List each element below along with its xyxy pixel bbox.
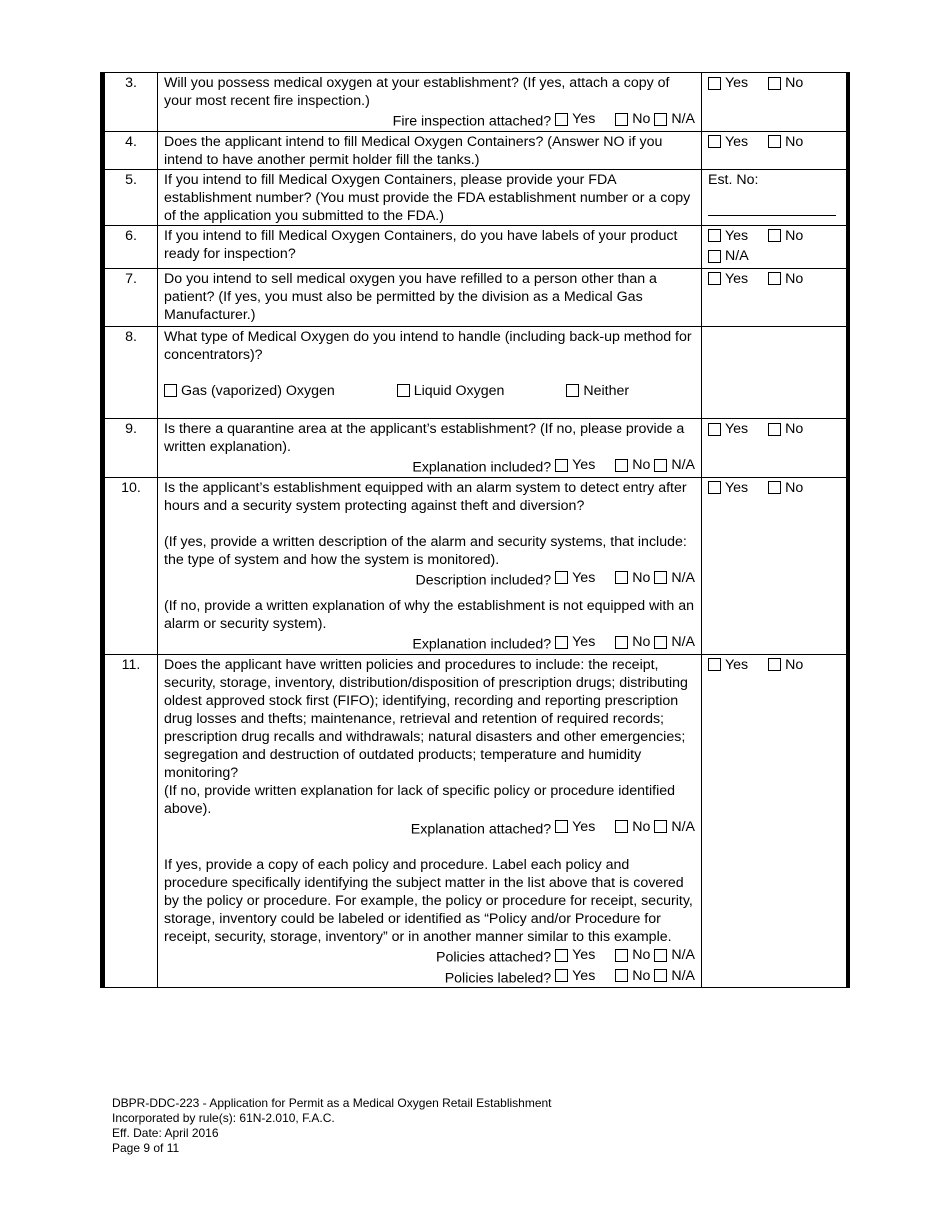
q9-no-option[interactable] <box>768 420 803 438</box>
checkbox[interactable] <box>397 384 410 397</box>
q6-yes-option[interactable] <box>708 227 748 245</box>
question-text: Does the applicant intend to fill Medical Oxygen Containers? (Answer NO if you intend to have another permit holder fill the tanks.) <box>158 131 702 169</box>
option-label: Yes <box>572 634 596 650</box>
checkbox[interactable] <box>615 571 628 584</box>
option-label: Yes <box>725 656 749 673</box>
checkbox[interactable] <box>615 459 628 472</box>
question-text-cell <box>158 268 702 326</box>
question-number: 9. <box>105 419 158 478</box>
checkbox[interactable] <box>708 229 721 242</box>
effective-date: Eff. Date: April 2016 <box>112 1126 219 1140</box>
checkbox[interactable] <box>654 636 667 649</box>
checkbox[interactable] <box>708 423 721 436</box>
option-label: N/A <box>671 569 695 586</box>
sub-question-description <box>164 569 695 590</box>
checkbox[interactable] <box>555 820 568 833</box>
checkbox[interactable] <box>654 571 667 584</box>
question-text: Will you possess medical oxygen at your establishment? (If yes, attach a copy of your most recent fire inspection.) <box>164 75 670 109</box>
option-label: No <box>632 569 651 586</box>
option-label: Yes <box>725 227 749 244</box>
sub-question-label: Explanation attached? <box>410 821 552 837</box>
answer-cell <box>702 654 848 988</box>
checkbox[interactable] <box>768 229 781 242</box>
option-label: Yes <box>725 479 749 496</box>
option-label: Gas (vaporized) Oxygen <box>181 382 335 399</box>
question-row-9 <box>105 419 848 478</box>
sub-question-fire-inspection <box>164 110 695 131</box>
questionnaire-table <box>104 72 848 988</box>
answer-cell <box>702 169 848 225</box>
option-label: Yes <box>725 133 749 150</box>
q11-no-option[interactable] <box>768 656 803 674</box>
fire-inspection-yes-option[interactable] <box>555 110 595 128</box>
option-label: No <box>785 270 804 287</box>
answer-cell <box>702 326 848 419</box>
q4-no-option[interactable] <box>768 133 803 151</box>
question-text: Is there a quarantine area at the applicant’s establishment? (If no, please provide a written explanation). <box>164 421 685 455</box>
option-label: N/A <box>725 248 749 264</box>
policies-labeled-na-option[interactable] <box>654 967 695 985</box>
option-label: No <box>785 227 804 244</box>
option-label: No <box>632 818 651 835</box>
question-row-5 <box>105 169 848 225</box>
option-label: Yes <box>725 270 749 287</box>
option-label: No <box>632 947 651 963</box>
sub-question-policies-labeled <box>164 967 695 988</box>
question-text: If you intend to fill Medical Oxygen Containers, do you have labels of your product ready for inspection? <box>158 225 702 268</box>
rule-reference: Incorporated by rule(s): 61N-2.010, F.A.C. <box>112 1111 335 1125</box>
q10-explanation-yes-option[interactable] <box>555 633 595 651</box>
question-number: 4. <box>105 131 158 169</box>
answer-cell <box>702 477 848 654</box>
checkbox[interactable] <box>654 969 667 982</box>
checkbox[interactable] <box>768 658 781 671</box>
question-text-cell <box>158 654 702 988</box>
q7-yes-option[interactable] <box>708 270 748 288</box>
sub-question-label: Description included? <box>415 572 552 588</box>
option-label: N/A <box>671 111 695 127</box>
option-label: Yes <box>725 421 749 437</box>
q10-yes-option[interactable] <box>708 479 748 497</box>
checkbox[interactable] <box>708 272 721 285</box>
answer-cell <box>702 73 848 132</box>
q10-explanation-no-option[interactable] <box>615 633 650 651</box>
answer-cell <box>702 419 848 478</box>
option-label: Yes <box>572 818 596 835</box>
question-text-if-yes: (If yes, provide a written description of the alarm and security systems, that include: the type of system and how the system is monitored). <box>164 533 687 568</box>
option-label: N/A <box>671 947 695 963</box>
q7-no-option[interactable] <box>768 270 803 288</box>
policies-labeled-no-option[interactable] <box>615 967 650 985</box>
checkbox[interactable] <box>555 969 568 982</box>
answer-cell <box>702 225 848 268</box>
neither-option[interactable] <box>566 382 629 400</box>
checkbox[interactable] <box>566 384 579 397</box>
sub-question-label: Policies attached? <box>436 949 552 966</box>
question-number: 8. <box>105 326 158 419</box>
est-no-label: Est. No: <box>708 171 759 188</box>
option-label: N/A <box>671 634 695 650</box>
question-row-4 <box>105 131 848 169</box>
option-label: No <box>785 479 804 496</box>
questionnaire-frame <box>100 72 850 988</box>
checkbox[interactable] <box>768 135 781 148</box>
checkbox[interactable] <box>654 113 667 126</box>
checkbox[interactable] <box>555 459 568 472</box>
liquid-oxygen-option[interactable] <box>397 382 505 400</box>
q11-explanation-yes-option[interactable] <box>555 818 595 836</box>
question-text-if-no: (If no, provide written explanation for lack of specific policy or procedure identified above). <box>164 782 676 817</box>
question-text: Do you intend to sell medical oxygen you have refilled to a person other than a patient? (If yes, you must also be permitted by the division as a Medical Gas Manufacturer.) <box>164 270 657 323</box>
checkbox[interactable] <box>555 571 568 584</box>
question-number: 5. <box>105 169 158 225</box>
option-label: Yes <box>572 569 596 586</box>
option-label: Yes <box>725 75 749 91</box>
checkbox[interactable] <box>708 250 721 263</box>
answer-cell <box>702 131 848 169</box>
answer-cell <box>702 268 848 326</box>
option-label: No <box>785 75 804 91</box>
checkbox[interactable] <box>555 636 568 649</box>
fire-inspection-no-option[interactable] <box>615 110 650 128</box>
q3-no-option[interactable] <box>768 74 803 92</box>
checkbox[interactable] <box>164 384 177 397</box>
question-text: If you intend to fill Medical Oxygen Containers, please provide your FDA establishment number? (You must provide the FDA establishment number or a copy of the application you submitted to the FDA.) <box>158 169 702 225</box>
sub-question-label: Explanation included? <box>412 459 552 476</box>
policies-attached-na-option[interactable] <box>654 946 695 964</box>
q10-no-option[interactable] <box>768 479 803 497</box>
q11-explanation-na-option[interactable] <box>654 818 695 836</box>
q9-explanation-na-option[interactable] <box>654 456 695 474</box>
checkbox[interactable] <box>555 113 568 126</box>
question-text: Is the applicant’s establishment equipped with an alarm system to detect entry after hours and a security system protecting against theft and diversion? <box>164 479 687 514</box>
question-number: 3. <box>105 73 158 132</box>
question-row-7 <box>105 268 848 326</box>
option-label: No <box>785 421 804 437</box>
sub-question-label: Explanation included? <box>412 636 552 653</box>
option-label: No <box>632 634 651 650</box>
question-row-3 <box>105 73 848 132</box>
q11-explanation-no-option[interactable] <box>615 818 650 836</box>
option-label: Yes <box>572 111 596 127</box>
page-number: Page 9 of 11 <box>112 1141 180 1155</box>
q6-no-option[interactable] <box>768 227 803 245</box>
q10-description-na-option[interactable] <box>654 569 695 587</box>
question-number: 11. <box>105 654 158 988</box>
option-label: N/A <box>671 818 695 835</box>
question-row-8 <box>105 326 848 419</box>
gas-oxygen-option[interactable] <box>164 382 335 400</box>
q6-na-option[interactable] <box>708 247 749 265</box>
checkbox[interactable] <box>708 481 721 494</box>
question-text-cell <box>158 73 702 132</box>
option-label: Yes <box>572 457 596 473</box>
checkbox[interactable] <box>555 949 568 962</box>
checkbox[interactable] <box>615 949 628 962</box>
question-text-cell <box>158 326 702 419</box>
checkbox[interactable] <box>615 969 628 982</box>
question-text: Does the applicant have written policies and procedures to include: the receipt, security, storage, inventory, distribution/disposition of prescription drugs; distributing oldest approved stock first (FIFO); identifying, recording and reporting prescription drug losses and thefts; maintenance, retrieval and retention of required records; prescription drug recalls and withdrawals; natural disasters and other emergencies; segregation and destruction of outdated products; temperature and humidity monitoring? <box>164 656 688 781</box>
est-no-field[interactable] <box>708 189 836 216</box>
checkbox[interactable] <box>768 481 781 494</box>
checkbox[interactable] <box>654 820 667 833</box>
checkbox[interactable] <box>768 423 781 436</box>
checkbox[interactable] <box>768 272 781 285</box>
sub-question-explanation <box>164 633 695 654</box>
sub-question-policies-attached <box>164 946 695 967</box>
checkbox[interactable] <box>615 636 628 649</box>
q4-yes-option[interactable] <box>708 133 748 151</box>
page-footer <box>112 1096 552 1156</box>
policies-attached-yes-option[interactable] <box>555 946 595 964</box>
checkbox[interactable] <box>708 135 721 148</box>
q11-yes-option[interactable] <box>708 656 748 674</box>
sub-question-label: Fire inspection attached? <box>392 113 552 130</box>
policies-attached-no-option[interactable] <box>615 946 650 964</box>
question-number: 7. <box>105 268 158 326</box>
fire-inspection-na-option[interactable] <box>654 110 695 128</box>
question-text-cell <box>158 477 702 654</box>
q9-yes-option[interactable] <box>708 420 748 438</box>
question-row-6 <box>105 225 848 268</box>
question-row-10 <box>105 477 848 654</box>
checkbox[interactable] <box>615 820 628 833</box>
option-label: N/A <box>671 967 695 984</box>
checkbox[interactable] <box>708 658 721 671</box>
checkbox[interactable] <box>654 459 667 472</box>
option-label: Yes <box>572 947 596 963</box>
option-label: No <box>632 111 651 127</box>
form-title: DBPR-DDC-223 - Application for Permit as a Medical Oxygen Retail Establishment <box>112 1096 552 1110</box>
option-label: Yes <box>572 967 596 984</box>
question-number: 6. <box>105 225 158 268</box>
checkbox[interactable] <box>615 113 628 126</box>
checkbox[interactable] <box>654 949 667 962</box>
q10-description-yes-option[interactable] <box>555 569 595 587</box>
checkbox[interactable] <box>768 77 781 90</box>
q9-explanation-no-option[interactable] <box>615 456 650 474</box>
checkbox[interactable] <box>708 77 721 90</box>
question-text: What type of Medical Oxygen do you intend to handle (including back-up method for concentrators)? <box>164 328 692 363</box>
policies-labeled-yes-option[interactable] <box>555 967 595 985</box>
q10-explanation-na-option[interactable] <box>654 633 695 651</box>
option-label: Neither <box>583 382 630 399</box>
option-label: No <box>632 457 651 473</box>
q10-description-no-option[interactable] <box>615 569 650 587</box>
option-label: No <box>785 133 804 150</box>
sub-question-explanation <box>164 456 695 477</box>
question-text-if-yes: If yes, provide a copy of each policy and procedure. Label each policy and procedure specifically identifying the subject matter in the list above that is covered by the policy or procedure. For example, the policy or procedure for receipt, security, storage, inventory could be labeled or identified as “Policy and/or Procedure for receipt, security, storage, inventory” or in another manner similar to this example. <box>164 857 693 945</box>
q3-yes-option[interactable] <box>708 74 748 92</box>
option-label: No <box>785 656 804 673</box>
q9-explanation-yes-option[interactable] <box>555 456 595 474</box>
option-label: N/A <box>671 457 695 473</box>
question-text-if-no: (If no, provide a written explanation of why the establishment is not equipped with an alarm or security system). <box>164 598 694 632</box>
question-number: 10. <box>105 477 158 654</box>
question-text-cell <box>158 419 702 478</box>
sub-question-label: Policies labeled? <box>444 970 552 986</box>
question-row-11 <box>105 654 848 988</box>
option-label: No <box>632 967 651 984</box>
option-label: Liquid Oxygen <box>413 382 505 399</box>
sub-question-explanation <box>164 818 695 839</box>
